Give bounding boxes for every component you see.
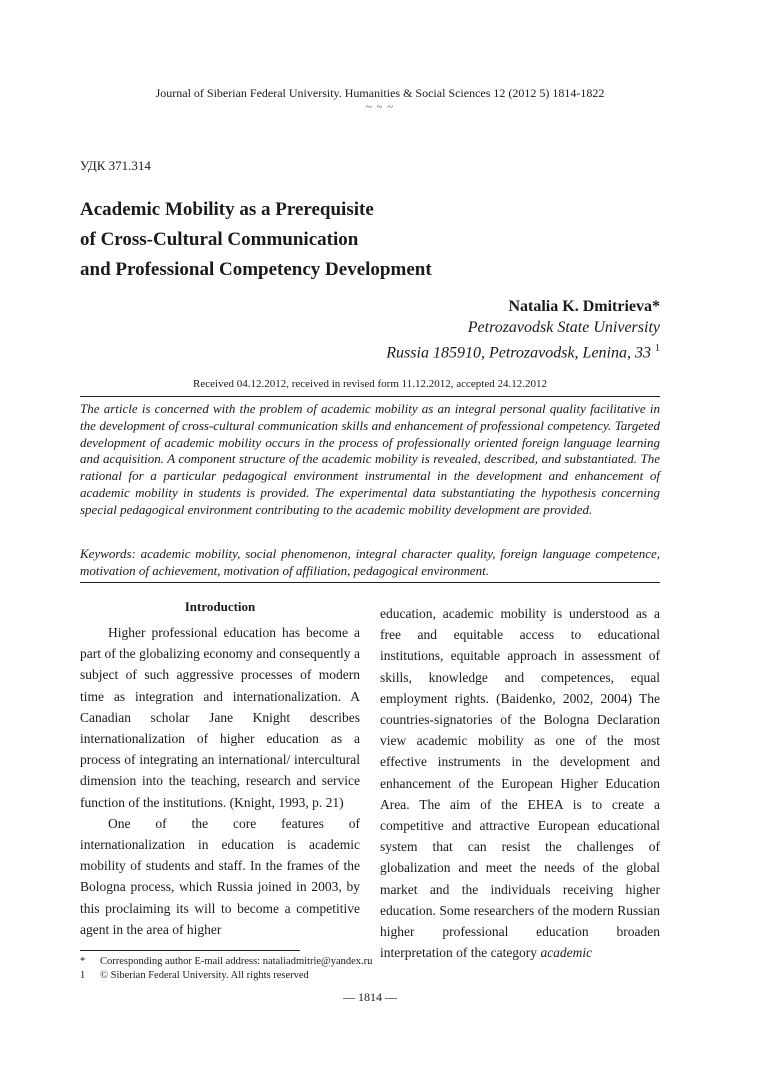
- body-paragraph: Higher professional education has become a part of the globalizing economy and consequently a subject of such aggressive processes of modern time as integration and internationalization. A Canadian scholar Jane Knight describes internationalization of higher education as a process of integrating an international/ intercultural dimension into the teaching, research and service function of the institutions. (Knight, 1993, p. 21): [80, 625, 360, 810]
- body-column-right: [380, 603, 660, 963]
- author-affiliation: Petrozavodsk State University: [467, 319, 660, 336]
- footnote-text: Corresponding author E-mail address: nataliadmitrie@yandex.ru: [100, 956, 373, 967]
- section-heading: Introduction: [184, 599, 256, 614]
- title-line-1: Academic Mobility as a Prerequisite: [80, 199, 374, 220]
- body-text: education, academic mobility is understood as a free and equitable access to educational institutions, equitable approach in assessment of skills, knowledge and competences, equal employment rights. (Baidenko, 2002, 2004) The countries-signatories of the Bologna Declaration view academic mobility as one of the most effective instruments in the development and enhancement of the European Higher Education Area. The aim of the EHEA is to create a competitive and attractive European educational system that can resist the challenges of globalization and meet the needs of the global market and the individuals receiving higher education. Some researchers of the modern Russian higher professional education broaden interpretation of the category: [380, 606, 660, 961]
- received-dates: Received 04.12.2012, received in revised form 11.12.2012, accepted 24.12.2012: [193, 378, 547, 390]
- author-name: Natalia K. Dmitrieva*: [508, 298, 660, 315]
- footnote-mark: *: [80, 956, 86, 967]
- body-text-italic: academic: [540, 945, 593, 961]
- body-paragraph-right: [380, 603, 660, 963]
- title-line-3: and Professional Competency Development: [80, 259, 432, 280]
- author-address-line: [386, 338, 660, 363]
- abstract-rule-bottom: [80, 582, 660, 583]
- footnote-rule: [80, 950, 300, 951]
- author-address: Russia 185910, Petrozavodsk, Lenina, 33: [386, 344, 651, 362]
- title-line-2: of Cross-Cultural Communication: [80, 229, 359, 250]
- article-title: [80, 195, 680, 285]
- page-number: — 1814 —: [343, 990, 397, 1004]
- keywords: Keywords: academic mobility, social phenomenon, integral character quality, foreign language competence, motivation of achievement, motivation of affiliation, pedagogical environment.: [80, 546, 660, 578]
- address-footnote-mark: 1: [655, 343, 660, 354]
- body-paragraph: One of the core features of internationalization in education is academic mobility of students and staff. In the frames of the Bologna process, which Russia joined in 2003, by this proclaiming its will to become a competitive agent in the area of higher: [80, 815, 360, 937]
- header-separator: ~ ~ ~: [365, 101, 395, 113]
- body-column-left: [80, 598, 360, 940]
- footnotes: [80, 955, 372, 983]
- footnote: [80, 955, 372, 969]
- footnote: [80, 969, 372, 983]
- journal-header: Journal of Siberian Federal University. Humanities & Social Sciences 12 (2012 5) 1814-1822: [155, 86, 605, 100]
- author-block: [386, 296, 660, 363]
- udk-code: УДК 371.314: [80, 158, 151, 173]
- abstract: The article is concerned with the problem of academic mobility as an integral personal quality facilitative in the development of cross-cultural communication skills and enhancement of professional competency. Targeted development of academic mobility occurs in the process of professionally oriented foreign language learning and acquisition. A component structure of the academic mobility is revealed, described, and substantiated. The rational for a particular pedagogical environment instrumental in the development and enhancement of academic mobility in students is provided. The experimental data substantiating the hypothesis concerning special pedagogical environment contributing to the academic mobility development are provided.: [80, 401, 660, 517]
- abstract-rule-top: [80, 396, 660, 397]
- footnote-text: © Siberian Federal University. All rights reserved: [100, 970, 309, 981]
- footnote-mark: 1: [80, 970, 86, 981]
